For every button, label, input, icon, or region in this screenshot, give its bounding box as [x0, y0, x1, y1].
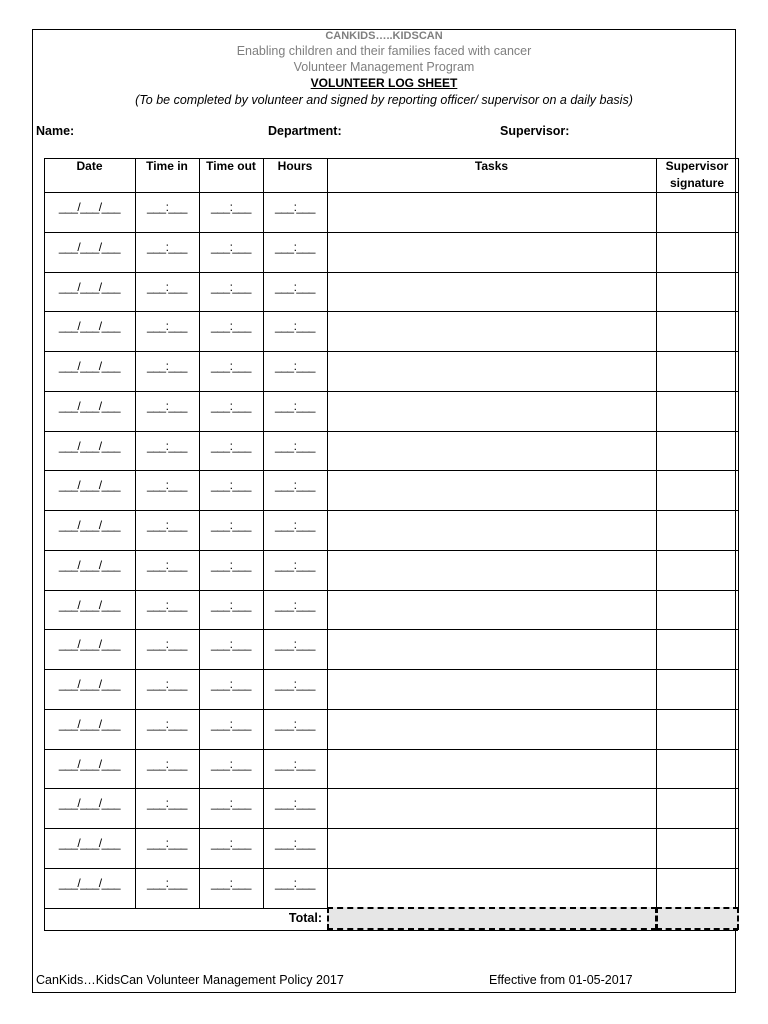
total-signature-cell[interactable] [656, 907, 739, 930]
time-in-field[interactable]: ___:___ [147, 478, 187, 492]
table-bottom-border [44, 930, 738, 931]
supervisor-signature-field[interactable] [657, 749, 737, 787]
date-field[interactable]: ___/___/___ [58, 399, 121, 413]
hours-field[interactable]: ___:___ [275, 637, 315, 651]
time-out-field[interactable]: ___:___ [211, 478, 251, 492]
time-out-field[interactable]: ___:___ [211, 677, 251, 691]
tasks-field[interactable] [328, 629, 656, 667]
date-field[interactable]: ___/___/___ [58, 280, 121, 294]
time-out-field[interactable]: ___:___ [211, 717, 251, 731]
time-in-field[interactable]: ___:___ [147, 757, 187, 771]
hours-field[interactable]: ___:___ [275, 319, 315, 333]
hours-field[interactable]: ___:___ [275, 240, 315, 254]
time-out-field[interactable]: ___:___ [211, 796, 251, 810]
supervisor-label: Supervisor: [500, 124, 570, 138]
hours-field[interactable]: ___:___ [275, 399, 315, 413]
tasks-field[interactable] [328, 828, 656, 866]
hours-field[interactable]: ___:___ [275, 757, 315, 771]
time-in-field[interactable]: ___:___ [147, 717, 187, 731]
supervisor-signature-field[interactable] [657, 788, 737, 826]
tasks-field[interactable] [328, 669, 656, 707]
time-out-field[interactable]: ___:___ [211, 518, 251, 532]
tasks-field[interactable] [328, 232, 656, 270]
supervisor-signature-field[interactable] [657, 192, 737, 230]
tasks-field[interactable] [328, 709, 656, 747]
date-field[interactable]: ___/___/___ [58, 637, 121, 651]
supervisor-signature-field[interactable] [657, 351, 737, 389]
org-name: CANKIDS…..KIDSCAN [325, 30, 443, 42]
footer-effective-date: Effective from 01-05-2017 [489, 973, 633, 987]
date-field[interactable]: ___/___/___ [58, 717, 121, 731]
tasks-field[interactable] [328, 550, 656, 588]
name-label: Name: [36, 124, 75, 138]
tasks-field[interactable] [328, 391, 656, 429]
instructions: (To be completed by volunteer and signed by reporting officer/ supervisor on a daily basis) [135, 93, 633, 107]
time-out-field[interactable]: ___:___ [211, 399, 251, 413]
time-in-field[interactable]: ___:___ [147, 876, 187, 890]
supervisor-signature-field[interactable] [657, 709, 737, 747]
org-tagline: Enabling children and their families faced with cancer [236, 44, 532, 58]
tasks-field[interactable] [328, 590, 656, 628]
tasks-field[interactable] [328, 351, 656, 389]
time-out-field[interactable]: ___:___ [211, 439, 251, 453]
hours-field[interactable]: ___:___ [275, 836, 315, 850]
tasks-field[interactable] [328, 788, 656, 826]
hours-field[interactable]: ___:___ [275, 598, 315, 612]
date-field[interactable]: ___/___/___ [58, 558, 121, 572]
hours-field[interactable]: ___:___ [275, 558, 315, 572]
hours-field[interactable]: ___:___ [275, 796, 315, 810]
time-out-field[interactable]: ___:___ [211, 637, 251, 651]
total-tasks-cell[interactable] [327, 907, 657, 930]
time-in-field[interactable]: ___:___ [147, 240, 187, 254]
supervisor-signature-field[interactable] [657, 669, 737, 707]
hours-field[interactable]: ___:___ [275, 518, 315, 532]
page-title: VOLUNTEER LOG SHEET [310, 76, 458, 90]
tasks-field[interactable] [328, 749, 656, 787]
tasks-field[interactable] [328, 510, 656, 548]
supervisor-signature-field[interactable] [657, 550, 737, 588]
hours-field[interactable]: ___:___ [275, 280, 315, 294]
tasks-field[interactable] [328, 272, 656, 310]
time-out-field[interactable]: ___:___ [211, 240, 251, 254]
footer-policy: CanKids…KidsCan Volunteer Management Policy 2017 [36, 973, 344, 987]
time-out-field[interactable]: ___:___ [211, 200, 251, 214]
col-header-tasks: Tasks [474, 159, 509, 173]
supervisor-signature-field[interactable] [657, 590, 737, 628]
table-left-border [44, 158, 45, 930]
tasks-field[interactable] [328, 470, 656, 508]
col-header-supervisor-signature: Supervisor signature [665, 159, 729, 190]
supervisor-signature-field[interactable] [657, 431, 737, 469]
date-field[interactable]: ___/___/___ [58, 677, 121, 691]
time-in-field[interactable]: ___:___ [147, 280, 187, 294]
date-field[interactable]: ___/___/___ [58, 240, 121, 254]
time-in-field[interactable]: ___:___ [147, 359, 187, 373]
hours-field[interactable]: ___:___ [275, 677, 315, 691]
total-label: Total: [288, 911, 322, 925]
hours-field[interactable]: ___:___ [275, 439, 315, 453]
time-in-field[interactable]: ___:___ [147, 796, 187, 810]
date-field[interactable]: ___/___/___ [58, 836, 121, 850]
hours-field[interactable]: ___:___ [275, 478, 315, 492]
time-in-field[interactable]: ___:___ [147, 637, 187, 651]
col-header-time-out: Time out [206, 159, 256, 173]
supervisor-signature-field[interactable] [657, 232, 737, 270]
time-in-field[interactable]: ___:___ [147, 518, 187, 532]
supervisor-signature-field[interactable] [657, 391, 737, 429]
time-out-field[interactable]: ___:___ [211, 598, 251, 612]
time-out-field[interactable]: ___:___ [211, 319, 251, 333]
table-right-border [738, 158, 739, 930]
hours-field[interactable]: ___:___ [275, 876, 315, 890]
col-header-hours: Hours [277, 159, 313, 173]
time-out-field[interactable]: ___:___ [211, 757, 251, 771]
supervisor-signature-field[interactable] [657, 510, 737, 548]
department-label: Department: [268, 124, 342, 138]
time-out-field[interactable]: ___:___ [211, 876, 251, 890]
time-in-field[interactable]: ___:___ [147, 439, 187, 453]
supervisor-signature-field[interactable] [657, 272, 737, 310]
col-header-time-in: Time in [146, 159, 188, 173]
tasks-field[interactable] [328, 192, 656, 230]
supervisor-signature-field[interactable] [657, 868, 737, 906]
supervisor-signature-field[interactable] [657, 311, 737, 349]
date-field[interactable]: ___/___/___ [58, 796, 121, 810]
hours-field[interactable]: ___:___ [275, 359, 315, 373]
time-in-field[interactable]: ___:___ [147, 598, 187, 612]
date-field[interactable]: ___/___/___ [58, 598, 121, 612]
date-field[interactable]: ___/___/___ [58, 518, 121, 532]
hours-field[interactable]: ___:___ [275, 717, 315, 731]
date-field[interactable]: ___/___/___ [58, 439, 121, 453]
tasks-field[interactable] [328, 311, 656, 349]
date-field[interactable]: ___/___/___ [58, 757, 121, 771]
program-name: Volunteer Management Program [293, 60, 475, 74]
date-field[interactable]: ___/___/___ [58, 319, 121, 333]
time-in-field[interactable]: ___:___ [147, 677, 187, 691]
tasks-field[interactable] [328, 431, 656, 469]
time-out-field[interactable]: ___:___ [211, 359, 251, 373]
time-out-field[interactable]: ___:___ [211, 558, 251, 572]
date-field[interactable]: ___/___/___ [58, 200, 121, 214]
time-in-field[interactable]: ___:___ [147, 399, 187, 413]
time-out-field[interactable]: ___:___ [211, 280, 251, 294]
tasks-field[interactable] [328, 868, 656, 906]
hours-field[interactable]: ___:___ [275, 200, 315, 214]
time-in-field[interactable]: ___:___ [147, 836, 187, 850]
time-in-field[interactable]: ___:___ [147, 319, 187, 333]
supervisor-signature-field[interactable] [657, 828, 737, 866]
supervisor-signature-field[interactable] [657, 629, 737, 667]
date-field[interactable]: ___/___/___ [58, 876, 121, 890]
time-in-field[interactable]: ___:___ [147, 558, 187, 572]
date-field[interactable]: ___/___/___ [58, 359, 121, 373]
col-header-date: Date [76, 159, 103, 173]
time-out-field[interactable]: ___:___ [211, 836, 251, 850]
supervisor-signature-field[interactable] [657, 470, 737, 508]
time-in-field[interactable]: ___:___ [147, 200, 187, 214]
date-field[interactable]: ___/___/___ [58, 478, 121, 492]
